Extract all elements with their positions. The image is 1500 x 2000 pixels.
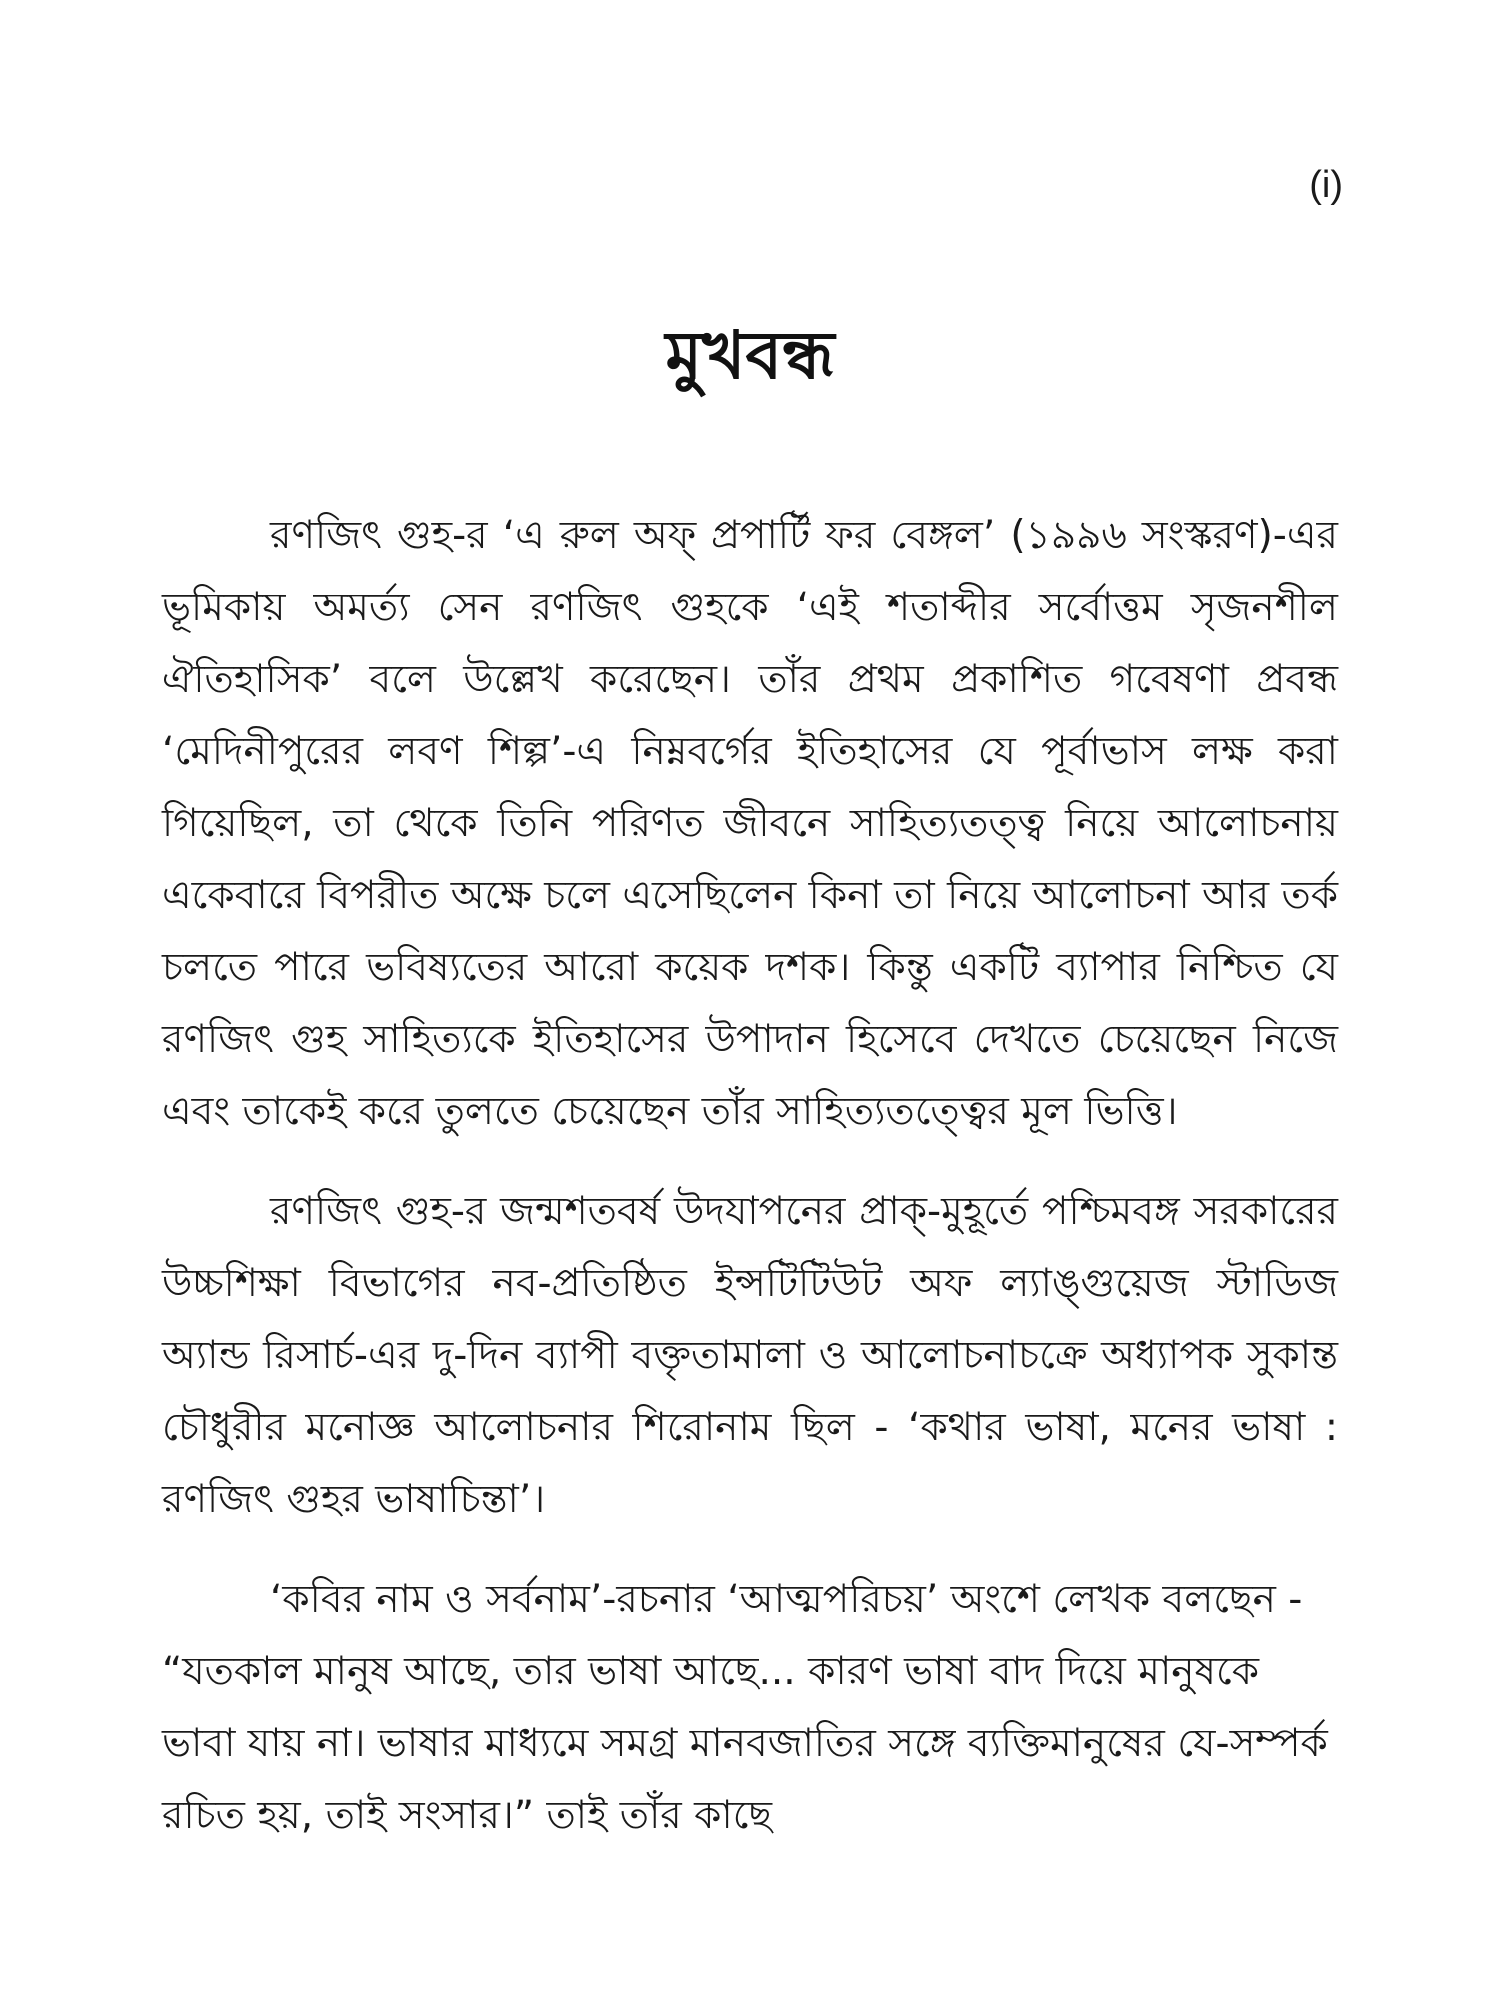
chapter-title: মুখবন্ধ: [665, 317, 835, 394]
paragraph-3: ‘কবির নাম ও সর্বনাম’-রচনার ‘আত্মপরিচয়’ অংশে লেখক বলছেন - “যতকাল মানুষ আছে, তার ভাষা আছে... কারণ ভাষা বাদ দিয়ে মানুষকে ভাবা যায় না। ভাষার মাধ্যমে সমগ্র মানবজাতির সঙ্গে ব্যক্তিমানুষের যে-সম্পর্ক রচিত হয়, তাই সংসার।” তাই তাঁর কাছে: [162, 1577, 1328, 1838]
paragraph-1: রণজিৎ গুহ-র ‘এ রুল অফ্ প্রপার্টি ফর বেঙ্গল’ (১৯৯৬ সংস্করণ)-এর ভূমিকায় অমর্ত্য সেন রণজিৎ গুহকে ‘এই শতাব্দীর সর্বোত্তম সৃজনশীল ঐতিহাসিক’ বলে উল্লেখ করেছেন। তাঁর প্রথম প্রকাশিত গবেষণা প্রবন্ধ ‘মেদিনীপুরের লবণ শিল্প’-এ নিম্নবর্গের ইতিহাসের যে পূর্বাভাস লক্ষ করা গিয়েছিল, তা থেকে তিনি পরিণত জীবনে সাহিত্যতত্ত্ব নিয়ে আলোচনায় একেবারে বিপরীত অক্ষে চলে এসেছিলেন কিনা তা নিয়ে আলোচনা আর তর্ক চলতে পারে ভবিষ্যতের আরো কয়েক দশক। কিন্তু একটি ব্যাপার নিশ্চিত যে রণজিৎ গুহ সাহিত্যকে ইতিহাসের উপাদান হিসেবে দেখতে চেয়েছেন নিজে এবং তাকেই করে তুলতে চেয়েছেন তাঁর সাহিত্যতত্ত্বের মূল ভিত্তি।: [162, 513, 1339, 1134]
body-text: [162, 500, 1338, 1880]
paragraph-2: রণজিৎ গুহ-র জন্মশতবর্ষ উদযাপনের প্রাক্-মুহূর্তে পশ্চিমবঙ্গ সরকারের উচ্চশিক্ষা বিভাগের নব-প্রতিষ্ঠিত ইন্সটিটিউট অফ ল্যাঙ্গুয়েজ স্টাডিজ অ্যান্ড রিসার্চ-এর দু-দিন ব্যাপী বক্তৃতামালা ও আলোচনাচক্রে অধ্যাপক সুকান্ত চৌধুরীর মনোজ্ঞ আলোচনার শিরোনাম ছিল - ‘কথার ভাষা, মনের ভাষা : রণজিৎ গুহর ভাষাচিন্তা’।: [162, 1189, 1338, 1522]
page-number: (i): [1309, 164, 1343, 206]
